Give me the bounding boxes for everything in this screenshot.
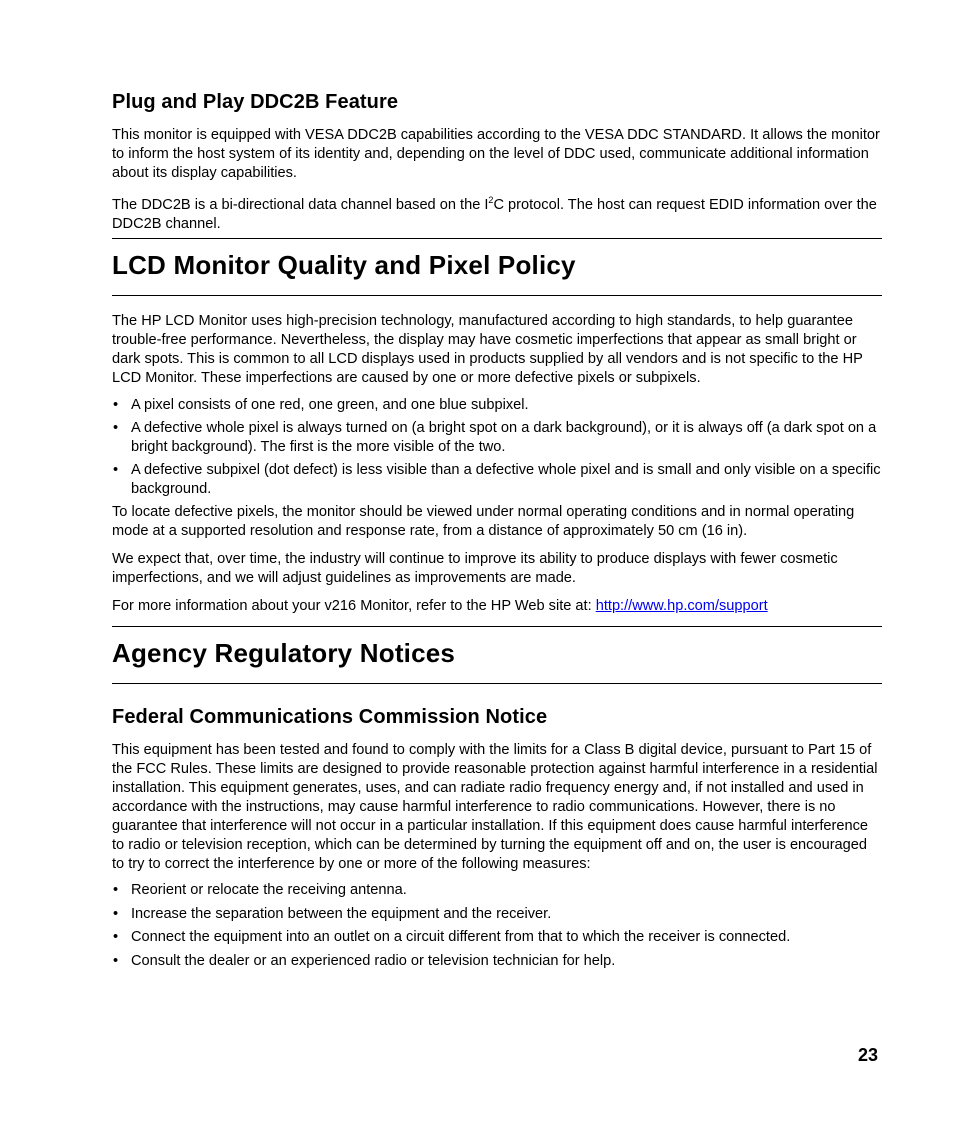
section-heading-plug-and-play: Plug and Play DDC2B Feature [112,91,399,113]
list-item-text: A defective subpixel (dot defect) is less visible than a defective whole pixel and is small and only visible on a specific background. [131,462,881,497]
paragraph-ddc2b-capabilities: This monitor is equipped with VESA DDC2B capabilities according to the VESA DDC STANDARD. It allows the monitor to inform the host system of its identity and, depending on the level of DDC used, communicate additional information about its display capabilities. [112,127,880,181]
paragraph-fcc-notice: This equipment has been tested and found to comply with the limits for a Class B digital device, pursuant to Part 15 of the FCC Rules. These limits are designed to provide reasonable protection against harmful interference in a residential installation. This equipment generates, uses, and can radiate radio frequency energy and, if not installed and used in accordance with the instructions, may cause harmful interference to radio communications. However, there is no guarantee that interference will not occur in a particular installation. If this equipment does cause harmful interference to radio or television reception, which can be determined by turning the equipment off and on, the user is encouraged to try to correct the interference by one or more of the following measures: [112,742,878,872]
paragraph-text: C protocol. The host can request EDID information over the DDC2B channel. [112,196,877,232]
bullet-icon: • [113,462,119,478]
horizontal-rule [112,626,882,627]
superscript: 2 [488,195,494,205]
bullet-list-fcc-measures [112,881,882,971]
bullet-icon: • [113,420,119,436]
list-item-text: Consult the dealer or an experienced radio or television technician for help. [131,952,616,969]
paragraph-locate-defects: To locate defective pixels, the monitor should be viewed under normal operating conditions and in normal operating mode at a supported resolution and response rate, from a distance of approximately 50 cm (16 in). [112,504,855,539]
paragraph-improvements: We expect that, over time, the industry will continue to improve its ability to produce displays with fewer cosmetic imperfections, and we will adjust guidelines as improvements are made. [112,551,838,586]
list-item-text: Reorient or relocate the receiving antenna. [131,882,407,898]
list-item-text: A pixel consists of one red, one green, and one blue subpixel. [131,397,529,413]
bullet-icon: • [113,952,119,969]
list-item [112,905,882,924]
chapter-heading-agency: Agency Regulatory Notices [112,638,456,668]
page-number: 23 [857,1045,878,1065]
chapter-heading-lcd-quality: LCD Monitor Quality and Pixel Policy [112,250,576,280]
list-item [112,396,882,415]
list-item [112,461,882,499]
paragraph-more-info [112,597,882,616]
paragraph-text: For more information about your v216 Monitor, refer to the HP Web site at: [112,598,596,614]
list-item-text: Increase the separation between the equipment and the receiver. [131,905,552,922]
bullet-icon: • [113,397,119,413]
list-item [112,419,882,457]
list-item [112,952,882,971]
paragraph-ddc2b-channel [112,191,882,234]
list-item [112,881,882,900]
horizontal-rule [112,683,882,684]
hp-support-link[interactable]: http://www.hp.com/support [595,598,768,614]
list-item [112,928,882,947]
horizontal-rule [112,295,882,296]
list-item-text: A defective whole pixel is always turned on (a bright spot on a dark background), or it is always off (a dark spot on a bright background). The first is the more visible of the two. [131,420,877,455]
section-heading-fcc: Federal Communications Commission Notice [112,706,548,728]
bullet-icon: • [113,882,119,898]
bullet-list-pixels [112,396,882,499]
list-item-text: Connect the equipment into an outlet on a circuit different from that to which the receiver is connected. [131,929,791,945]
bullet-icon: • [113,929,119,945]
paragraph-text: The DDC2B is a bi-directional data channel based on the I [112,196,489,213]
paragraph-lcd-intro: The HP LCD Monitor uses high-precision technology, manufactured according to high standards, to help guarantee trouble-free performance. Nevertheless, the display may have cosmetic imperfections that appear as small bright or dark spots. This is common to all LCD displays used in products supplied by all vendors and is not specific to the HP LCD Monitor. These imperfections are caused by one or more defective pixels or subpixels. [112,313,863,386]
bullet-icon: • [113,905,119,922]
horizontal-rule [112,238,882,239]
